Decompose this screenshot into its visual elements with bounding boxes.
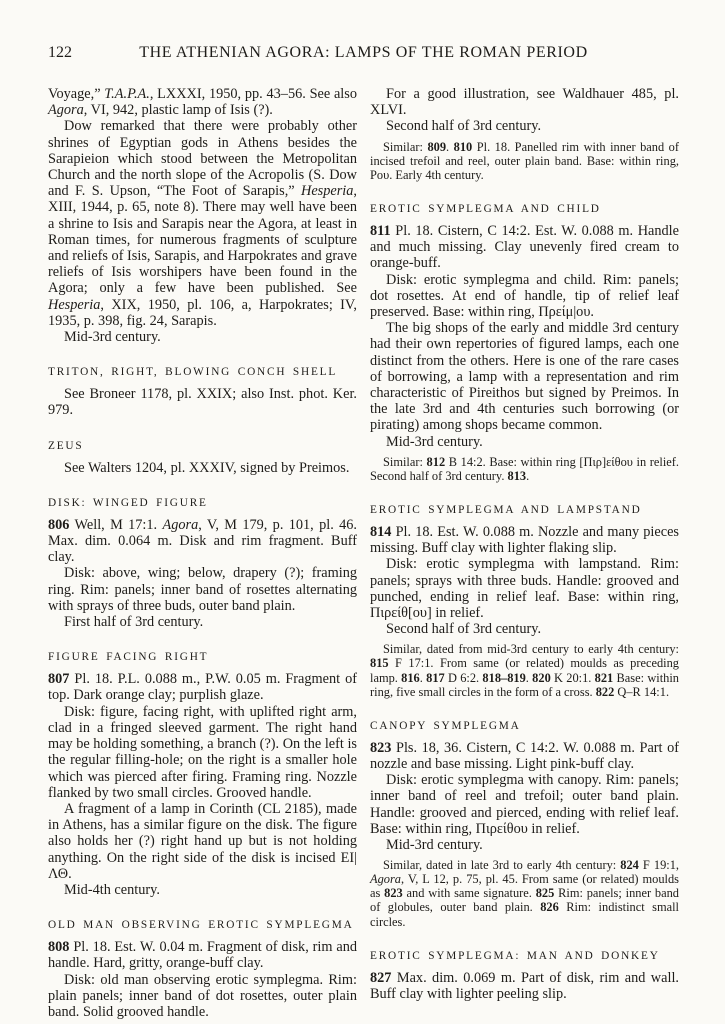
text-run: Dow remarked that there were probably other shrines of Egyptian gods in Athens besides the Sarapieion which stood between the Metropolitan Church and the north slope of the Acropolis (S. Dow and F. S. Upson, “The Foot of Sarapis,”: [48, 118, 357, 200]
text-run: Mid-3rd century.: [386, 433, 483, 450]
text-run: , LXXXI, 1950, pp. 43–56. See also: [149, 86, 357, 102]
section-heading: DISK: WINGED FIGURE: [48, 496, 208, 509]
catalog-number: 821: [594, 670, 614, 685]
paragraph: [370, 223, 679, 272]
section-heading: TRITON, RIGHT, BLOWING CONCH SHELL: [48, 366, 338, 379]
left-column: [48, 86, 357, 1020]
catalog-number: 812: [426, 454, 446, 469]
text-run: K 20:1.: [550, 670, 595, 685]
text-run: B 14:2. Base: within ring [Πιρ]είθου in relief. Second half of 3rd century.: [370, 454, 679, 483]
catalog-number: 826: [540, 900, 559, 915]
text-run: and with same signature.: [402, 886, 536, 901]
section-heading: ZEUS: [48, 439, 84, 452]
text-run: .: [525, 670, 533, 685]
text-run: Mid-4th century.: [64, 881, 160, 898]
text-run: .: [419, 670, 427, 685]
catalog-number: 810: [453, 139, 473, 154]
text-run: Rim: panels; inner band of globules, outer band plain.: [370, 886, 679, 915]
catalog-number: 818–819: [482, 670, 526, 685]
paragraph: [48, 118, 357, 329]
paragraph: [48, 460, 357, 476]
text-run: Disk: erotic symplegma with canopy. Rim: panels; inner band of reel and trefoil; outer band plain. Handle: grooved and pierced, ending with relief leaf. Base: within ring, Πιρείθου in relief.: [370, 772, 679, 837]
paragraph: [370, 118, 679, 134]
catalog-number: 815: [370, 656, 389, 671]
text-run: Second half of 3rd century.: [386, 621, 542, 638]
section-heading: EROTIC SYMPLEGMA: MAN AND DONKEY: [370, 949, 660, 962]
paragraph: [48, 86, 357, 118]
catalog-number: 813: [507, 468, 527, 483]
section-heading: FIGURE FACING RIGHT: [48, 651, 209, 664]
catalog-number: 820: [532, 670, 551, 685]
section-heading: EROTIC SYMPLEGMA AND CHILD: [370, 202, 601, 215]
catalog-number: 809: [427, 139, 447, 154]
text-run: Disk: erotic symplegma with lampstand. Rim: panels; sprays with three buds. Handle: grooved and punched, ending in relief leaf. Base: within ring, Πιρείθ[ου] in relief.: [370, 556, 679, 621]
similar-note: [370, 642, 679, 698]
catalog-number: 823: [370, 739, 392, 756]
text-run: Similar:: [383, 454, 427, 469]
paragraph: [370, 621, 679, 637]
text-run: , V, M 179, p. 101, pl. 46. Max. dim. 0.064 m. Disk and rim fragment. Buff clay.: [48, 516, 357, 566]
paragraph: [370, 556, 679, 621]
text-run: Base: within ring, five small circles in the form of a cross.: [370, 670, 679, 699]
catalog-number: 811: [370, 222, 391, 239]
catalog-number: 824: [620, 858, 639, 873]
similar-note: [370, 455, 679, 483]
italic-citation: Agora: [48, 102, 84, 119]
text-run: Disk: erotic symplegma and child. Rim: panels; dot rosettes. At end of handle, tip of relief leaf preserved. Base: within ring, Πρείμ|ου.: [370, 271, 679, 320]
text-run: , VI, 942, plastic lamp of Isis (?).: [83, 102, 273, 119]
text-run: , XIII, 1944, p. 65, note 8). There may well have been a shrine to Isis and Sarapis near the Agora, at least in Roman times, for numerous fragments of sculpture and reliefs of Isis, Sarapis, and Harpokrates and grave reliefs of Isis worshipers have been found in the Agora; only a few have been published. See: [48, 183, 357, 297]
text-run: Voyage,”: [48, 86, 105, 102]
catalog-number: 823: [384, 886, 403, 901]
italic-citation: Agora: [370, 872, 401, 887]
catalog-number: 825: [535, 886, 555, 901]
text-run: Similar, dated in late 3rd to early 4th century:: [383, 858, 621, 873]
paragraph: [370, 524, 679, 556]
text-run: First half of 3rd century.: [64, 614, 204, 631]
text-run: Pl. 18. Panelled rim with inner band of incised trefoil and reel, outer plain band. Base: within ring, Ρου. Early 4th century.: [370, 139, 679, 182]
text-run: Pl. 18. Cistern, C 14:2. Est. W. 0.088 m. Handle and much missing. Clay unevenly fired cream to orange-buff.: [370, 222, 679, 272]
text-run: A fragment of a lamp in Corinth (CL 2185), made in Athens, has a similar figure on the disk. The figure also holds her (?) right hand up but is not holding anything. On the right side of the disk is incised ΕΙ|ΛΘ.: [48, 800, 357, 882]
paragraph: [48, 386, 357, 418]
text-run: , XIX, 1950, pl. 106, a, Harpokrates; IV, 1935, p. 398, fig. 24, Sarapis.: [48, 296, 357, 329]
text-run: Similar, dated from mid-3rd century to early 4th century:: [383, 642, 679, 657]
catalog-number: 808: [48, 939, 70, 956]
italic-citation: T.A.P.A.: [104, 86, 150, 102]
text-run: Similar:: [383, 139, 428, 154]
paragraph: [48, 614, 357, 630]
section-heading: EROTIC SYMPLEGMA AND LAMPSTAND: [370, 503, 642, 516]
text-run: See Broneer 1178, pl. XXIX; also Inst. phot. Ker. 979.: [48, 386, 357, 419]
running-title: THE ATHENIAN AGORA: LAMPS OF THE ROMAN PERIOD: [139, 44, 588, 61]
text-run: F 19:1,: [638, 858, 679, 873]
paragraph: [48, 972, 357, 1021]
section-heading: OLD MAN OBSERVING EROTIC SYMPLEGMA: [48, 919, 354, 932]
catalog-number: 807: [48, 671, 70, 688]
text-run: Disk: old man observing erotic symplegma. Rim: plain panels; inner band of dot rosettes, outer plain band. Solid grooved handle.: [48, 971, 357, 1020]
paragraph: [48, 704, 357, 801]
paragraph: [370, 837, 679, 853]
paragraph: [370, 320, 679, 433]
italic-citation: Agora: [162, 516, 199, 533]
text-run: .: [446, 139, 454, 154]
paragraph: [370, 434, 679, 450]
text-run: Max. dim. 0.069 m. Part of disk, rim and wall. Buff clay with lighter peeling slip.: [370, 969, 679, 1002]
catalog-number: 827: [370, 969, 392, 986]
text-columns: [48, 86, 679, 1020]
paragraph: [48, 329, 357, 345]
catalog-number: 814: [370, 523, 392, 540]
text-run: Q–R 14:1.: [614, 684, 670, 699]
section-heading: CANOPY SYMPLEGMA: [370, 719, 521, 732]
text-run: , V, L 12, p. 75, pl. 45. From same (or related) moulds as: [370, 872, 679, 901]
paragraph: [48, 801, 357, 882]
paragraph: [370, 86, 679, 118]
text-run: .: [526, 468, 530, 483]
catalog-number: 822: [595, 684, 615, 699]
paragraph: [48, 882, 357, 898]
text-run: Disk: figure, facing right, with uplifted right arm, clad in a fringed sleeved garment. The right hand may be holding something, a branch (?). On the left is the regular filling-hole; on the right is a smaller hole which was pierced after firing. Framing ring. Nozzle flanked by two small circles. Grooved handle.: [48, 703, 357, 801]
right-column: [370, 86, 679, 1020]
text-run: Rim: indistinct small circles.: [370, 900, 679, 929]
text-run: Pl. 18. Est. W. 0.04 m. Fragment of disk, rim and handle. Hard, gritty, orange-buff clay.: [48, 939, 357, 972]
paragraph: [370, 772, 679, 837]
paragraph: [48, 671, 357, 703]
paragraph: [48, 517, 357, 566]
text-run: Second half of 3rd century.: [386, 118, 542, 135]
paragraph: [370, 970, 679, 1002]
similar-note: [370, 858, 679, 928]
catalog-number: 817: [426, 670, 445, 685]
text-run: Disk: above, wing; below, drapery (?); framing ring. Rim: panels; inner band of rosettes alternating with sprays of three buds, outer band plain.: [48, 565, 357, 614]
paragraph: [370, 740, 679, 772]
catalog-number: 816: [401, 670, 420, 685]
text-run: Mid-3rd century.: [386, 836, 483, 853]
paragraph: [370, 272, 679, 321]
text-run: See Walters 1204, pl. XXXIV, signed by Preimos.: [64, 459, 350, 476]
page-number: 122: [48, 44, 72, 61]
italic-citation: Hesperia: [48, 296, 101, 313]
paragraph: [48, 565, 357, 614]
text-run: Mid-3rd century.: [64, 329, 161, 346]
page-header: [48, 44, 679, 66]
text-run: The big shops of the early and middle 3rd century had their own repertories of figured lamps, each one distinct from the others. Here is one of the rare cases of borrowing, a lamp with a representation and rim characteristic of Pireithos but signed by Preimos. In the late 3rd and 4th centuries such borrowing (or pirating) among shops became common.: [370, 320, 679, 434]
text-run: Pl. 18. P.L. 0.088 m., P.W. 0.05 m. Fragment of top. Dark orange clay; purplish glaze.: [48, 671, 357, 704]
text-run: For a good illustration, see Waldhauer 485, pl. XLVI.: [370, 86, 679, 119]
text-run: Pls. 18, 36. Cistern, C 14:2. W. 0.088 m. Part of nozzle and base missing. Light pink-buff clay.: [370, 739, 679, 772]
catalog-number: 806: [48, 516, 70, 533]
italic-citation: Hesperia: [301, 183, 354, 200]
similar-note: [370, 140, 679, 182]
text-run: F 17:1. From same (or related) moulds as preceding lamp.: [370, 656, 679, 685]
paragraph: [48, 939, 357, 971]
text-run: Pl. 18. Est. W. 0.088 m. Nozzle and many pieces missing. Buff clay with lighter flaking slip.: [370, 523, 679, 557]
text-run: Well, M 17:1.: [69, 516, 163, 533]
text-run: D 6:2.: [444, 670, 483, 685]
